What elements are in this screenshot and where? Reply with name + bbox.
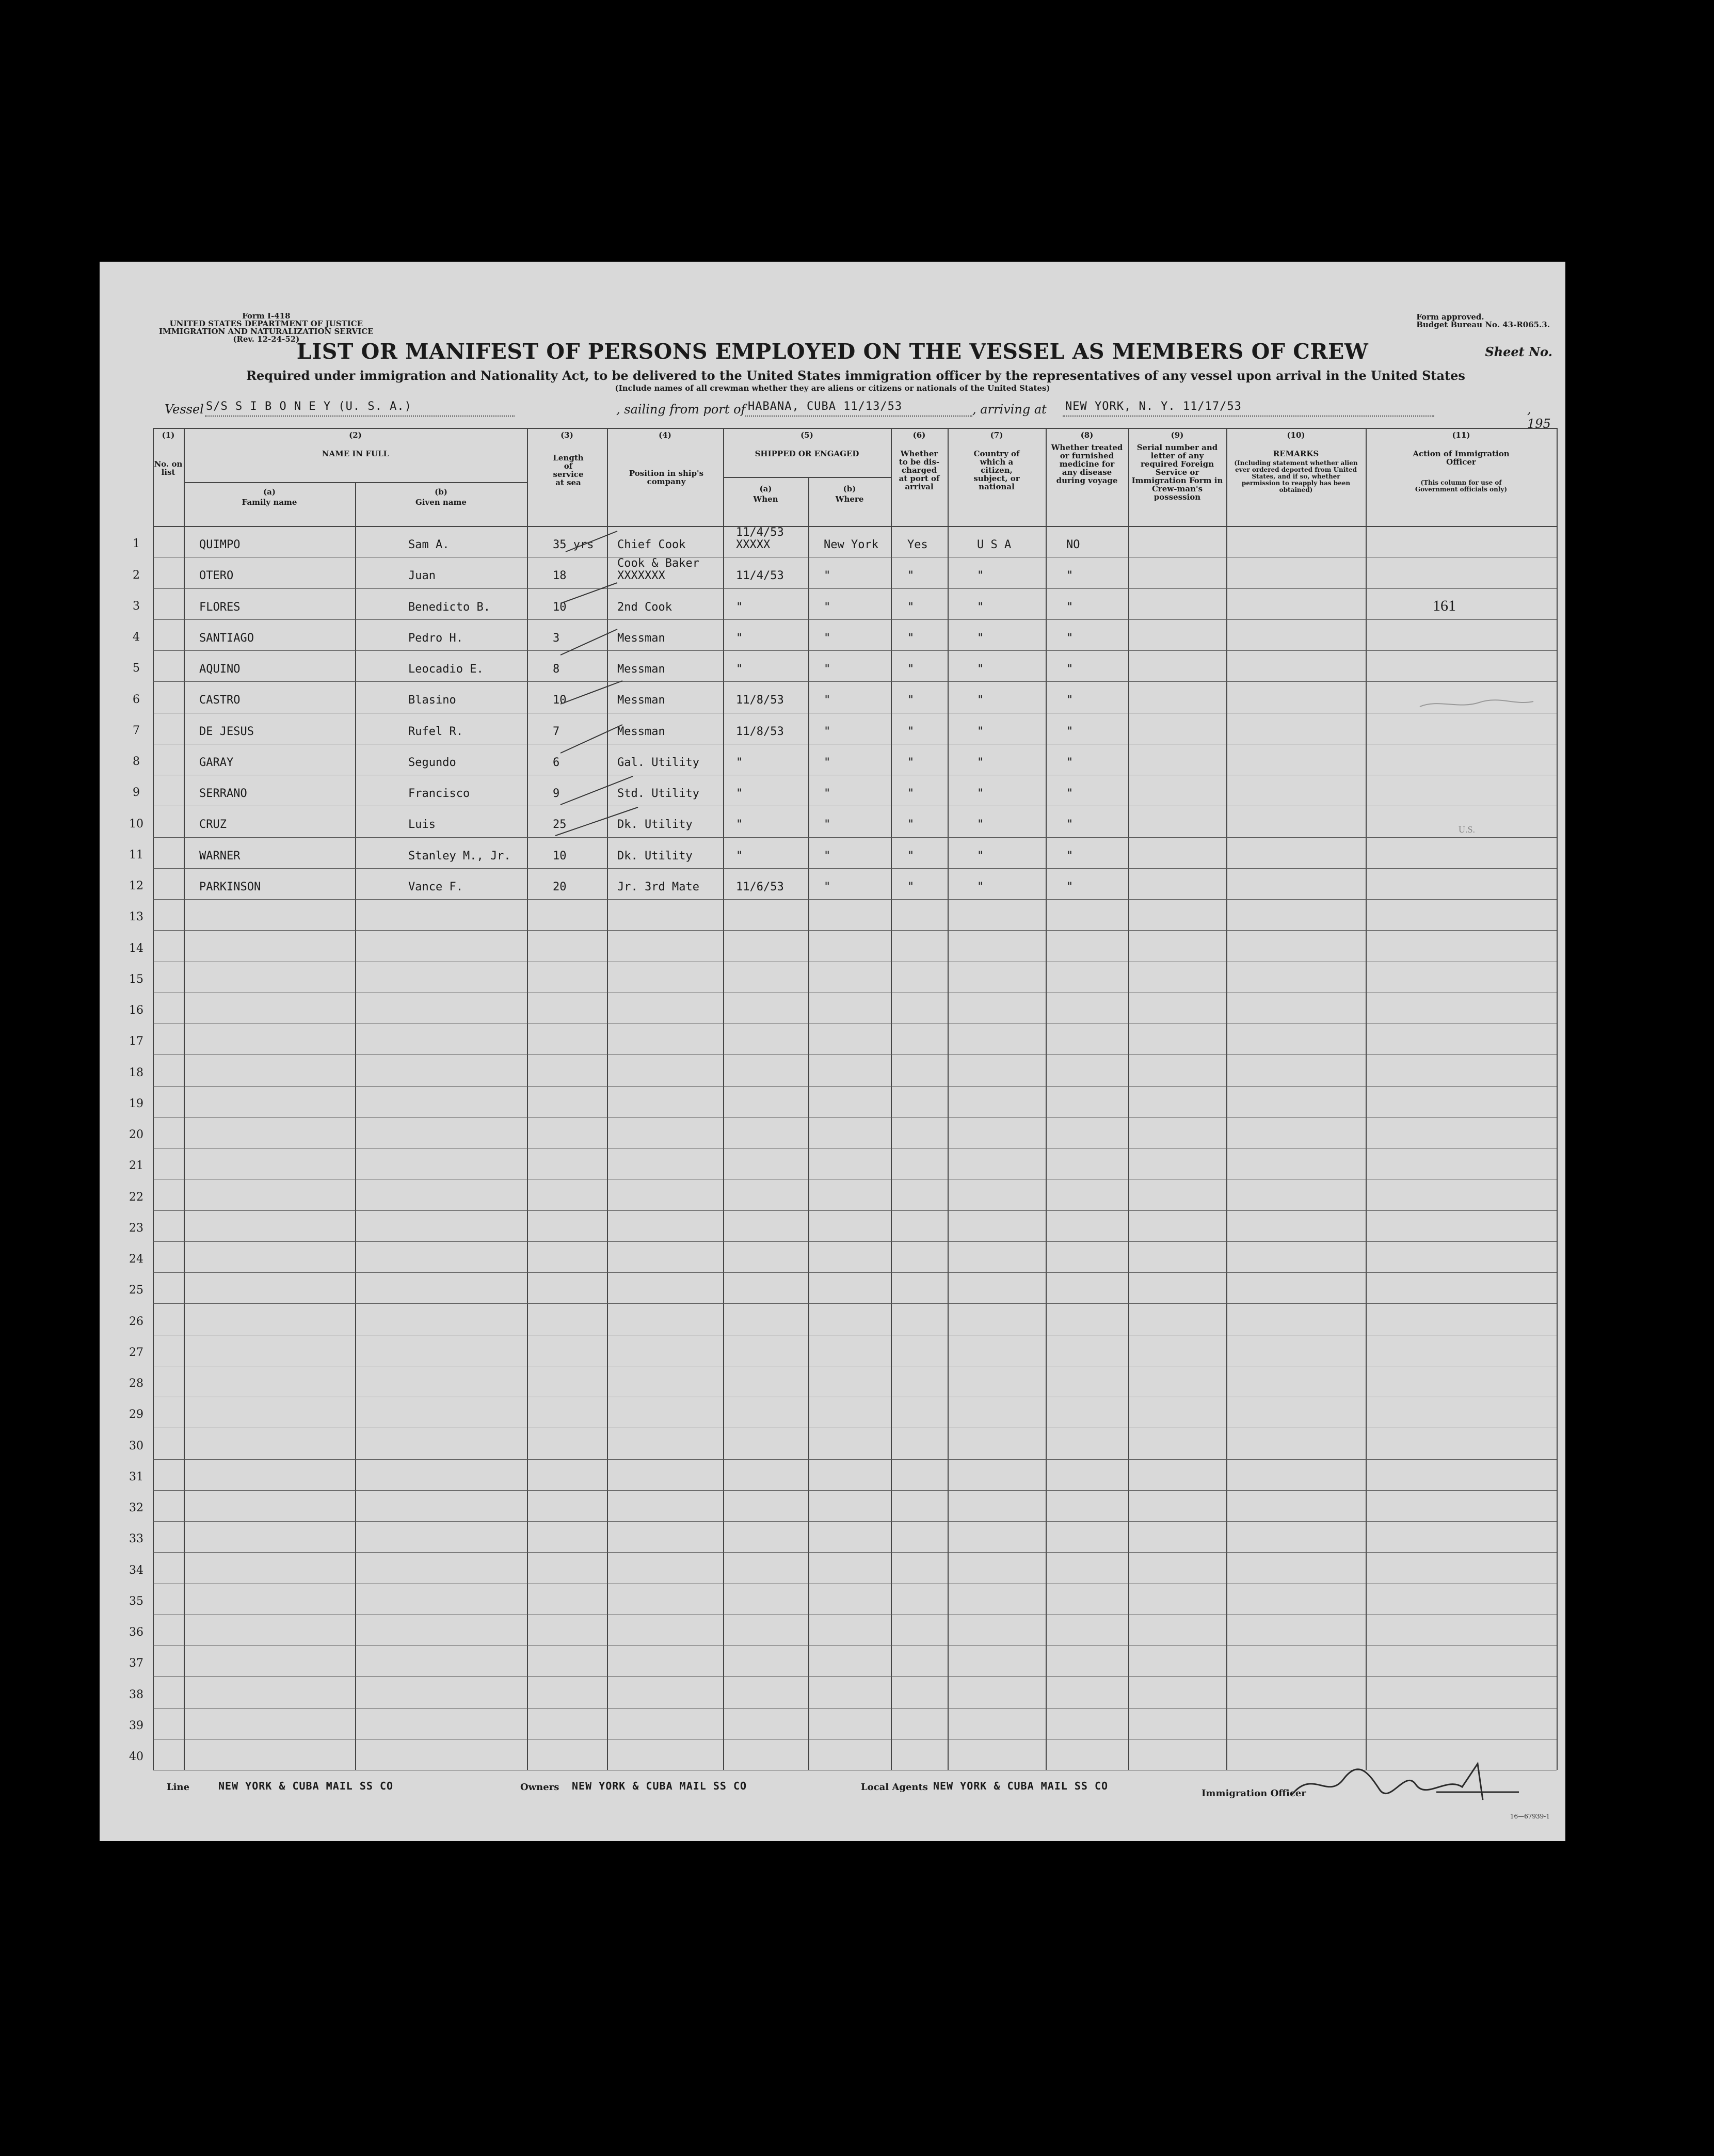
cell-given: Sam A. [408,538,450,551]
cell-disch: " [907,849,915,863]
row-number: 32 [129,1502,143,1514]
cell-given: Stanley M., Jr. [408,849,511,863]
row-number: 27 [129,1346,143,1359]
cell-when: " [736,849,743,863]
header-action-note: (This column for use of Government officials only) [1415,479,1508,493]
cell-disch: " [907,694,915,707]
cell-length: 10 [553,849,567,863]
header-action: Action of Immigration Officer [1413,449,1510,467]
header-position: Position in ship's company [629,469,704,486]
cell-family: CRUZ [199,818,227,832]
footer-line-label: Line [167,1782,190,1793]
cell-when: 11/6/53 [736,880,784,893]
cell-where: " [824,756,831,769]
row-divider [153,1676,1557,1677]
cell-where: " [824,787,831,800]
col-num-6: (6) [912,430,926,440]
cell-length: 18 [553,569,567,583]
vessel-info-row [165,400,1555,431]
footer-line-value: NEW YORK & CUBA MAIL SS CO [218,1780,394,1792]
table-top-border [153,428,1557,429]
cell-where: " [824,694,831,707]
footer-agents [861,1780,1109,1793]
cell-treated: " [1066,694,1074,707]
row-number: 16 [129,1004,143,1017]
cell-when: " [736,600,743,614]
row-number: 38 [129,1688,143,1701]
cell-given: Blasino [408,694,456,707]
form-agency: UNITED STATES DEPARTMENT OF JUSTICE [169,319,363,328]
cell-where: New York [824,538,878,551]
cell-treated: NO [1066,538,1080,551]
cell-length: 6 [553,756,560,769]
cell-disch: " [907,725,915,738]
cell-position: Messman [617,663,665,676]
row-number: 30 [129,1439,143,1452]
column-divider [891,428,892,1770]
action-stamp-number: 161 [1433,597,1456,614]
arriving-port: NEW YORK, N. Y. 11/17/53 [1065,400,1242,413]
col-num-10: (10) [1287,430,1305,440]
cell-country: U S A [977,538,1012,551]
footer-agents-value: NEW YORK & CUBA MAIL SS CO [933,1780,1109,1792]
form-identifier [159,312,374,343]
cell-country: " [977,725,984,738]
col-num-8: (8) [1080,430,1094,440]
row-divider [153,681,1557,682]
row-number: 11 [129,848,143,861]
cell-family: QUIMPO [199,538,241,551]
cell-length: 7 [553,725,560,738]
cell-when: XXXXX [736,538,771,551]
cell-country: " [977,600,984,614]
footer-owners-value: NEW YORK & CUBA MAIL SS CO [572,1780,747,1792]
header-remarks-note: (Including statement whether alien ever ordered deported from United States, and if so, whether permission to reapply has been obtained) [1234,459,1358,493]
header-treated: Whether treated or furnished medicine for any disease during voyage [1051,443,1123,485]
col-num-3: (3) [560,430,573,440]
cell-when: 11/4/53 [736,569,784,583]
cell-position-upper: Cook & Baker [617,557,699,570]
row-divider [153,1459,1557,1460]
cell-country: " [977,818,984,832]
print-code: 16—67939-1 [1510,1813,1550,1820]
cell-given: Francisco [408,787,470,800]
row-divider [153,1303,1557,1304]
cell-length: 10 [553,694,567,707]
row-number: 2 [133,568,140,582]
form-number: Form I-418 [242,311,291,321]
form-revision: (Rev. 12-24-52) [233,334,300,344]
cell-treated: " [1066,787,1074,800]
cell-country: " [977,569,984,583]
row-number: 24 [129,1253,143,1266]
row-number: 33 [129,1532,143,1546]
cell-given: Luis [408,818,436,832]
sailing-port: HABANA, CUBA 11/13/53 [748,400,903,413]
row-number: 25 [129,1284,143,1297]
row-number: 7 [133,724,140,737]
cell-when: " [736,787,743,800]
row-divider [153,930,1557,931]
row-number: 37 [129,1657,143,1670]
row-number: 10 [129,817,143,831]
cell-position: Messman [617,694,665,707]
vessel-underline [205,416,515,417]
row-divider [153,1552,1557,1553]
row-number: 9 [133,786,140,800]
row-number: 23 [129,1221,143,1235]
cell-family: SERRANO [199,787,247,800]
cell-country: " [977,631,984,645]
col-num-1: (1) [162,430,175,440]
budget-bureau-line: Budget Bureau No. 43-R065.3. [1416,320,1550,329]
row-number: 18 [129,1066,143,1079]
cell-country: " [977,787,984,800]
cell-where: " [824,725,831,738]
column-divider [153,428,154,1770]
form-approval [1416,313,1550,329]
row-number: 20 [129,1128,143,1141]
cell-position: Std. Utility [617,787,699,800]
footer-officer-label: Immigration Officer [1202,1788,1306,1799]
cell-disch: " [907,880,915,893]
row-number: 17 [129,1035,143,1048]
row-divider [153,868,1557,869]
row-number: 28 [129,1377,143,1390]
row-number: 35 [129,1594,143,1608]
row-number: 15 [129,972,143,986]
column-divider [1128,428,1129,1770]
cell-treated: " [1066,725,1074,738]
header-shipped-engaged: SHIPPED OR ENGAGED [755,449,859,458]
cell-when: 11/8/53 [736,725,784,738]
col-num-7: (7) [990,430,1003,440]
approval-line: Form approved. [1416,312,1484,322]
cell-family: DE JESUS [199,725,254,738]
row-divider [153,650,1557,651]
header-serial: Serial number and letter of any required Foreign Service or Immigration Form in Crew-man's possession [1131,443,1223,502]
cell-position: Messman [617,631,665,645]
cell-treated: " [1066,880,1074,893]
cell-treated: " [1066,631,1074,645]
year-label: , 195 [1527,402,1551,431]
page-title: LIST OR MANIFEST OF PERSONS EMPLOYED ON THE VESSEL AS MEMBERS OF CREW [296,339,1369,364]
cell-when-upper: 11/4/53 [736,526,784,539]
row-number: 39 [129,1719,143,1732]
cell-where: " [824,849,831,863]
header-given-b: (b) [435,487,447,497]
handwritten-scribble [1417,696,1536,712]
row-number: 29 [129,1408,143,1422]
cell-disch: " [907,600,915,614]
header-name-in-full: NAME IN FULL [322,449,389,458]
cell-treated: " [1066,849,1074,863]
cell-length: 3 [553,631,560,645]
row-number: 6 [133,693,140,706]
cell-given: Rufel R. [408,725,463,738]
header-family-name: Family name [242,498,297,507]
cell-family: WARNER [199,849,241,863]
row-divider [153,1490,1557,1491]
row-number: 31 [129,1470,143,1483]
cell-treated: " [1066,569,1074,583]
header-remarks: REMARKS [1273,449,1319,458]
row-number: 8 [133,755,140,768]
header-discharged: Whether to be dis-charged at port of arrival [899,449,940,491]
cell-family: PARKINSON [199,880,261,893]
shipped-split-line [808,477,809,526]
cell-family: OTERO [199,569,234,583]
cell-when: " [736,756,743,769]
row-number: 13 [129,911,143,924]
column-divider [1366,428,1367,1770]
cell-given: Juan [408,569,436,583]
row-number: 36 [129,1626,143,1639]
cell-given: Pedro H. [408,631,463,645]
shipped-subheader-line [723,477,891,478]
cell-position: Chief Cook [617,538,686,551]
row-number: 5 [133,662,140,675]
vessel-label: Vessel [165,402,204,417]
column-divider [948,428,949,1770]
manifest-sheet [100,262,1565,1841]
row-number: 12 [129,880,143,892]
cell-where: " [824,818,831,832]
cell-family: FLORES [199,600,241,614]
column-divider [723,428,724,1770]
cell-length: 20 [553,880,567,893]
column-divider [1557,428,1558,1770]
cell-when: 11/8/53 [736,694,784,707]
row-number: 34 [129,1563,143,1577]
cell-position: XXXXXXX [617,569,665,583]
col-num-2: (2) [349,430,362,440]
cell-where: " [824,663,831,676]
sheet-number-label: Sheet No. [1485,344,1552,359]
header-family-a: (a) [263,487,276,497]
cell-given: Vance F. [408,880,463,893]
cell-position: Jr. 3rd Mate [617,880,699,893]
sailing-underline [745,416,972,417]
cell-disch: " [907,787,915,800]
cell-position: Dk. Utility [617,849,693,863]
column-divider [355,482,356,1770]
page-subtitle: Required under immigration and Nationality Act, to be delivered to the United States immigration officer by the representatives of any vessel upon arrival in the United States [246,368,1465,383]
header-no-on-list: No. on list [154,459,183,477]
col-num-4: (4) [659,430,671,440]
cell-length: 10 [553,600,567,614]
footer-owners [520,1780,747,1793]
cell-given: Leocadio E. [408,663,484,676]
arriving-underline [1063,416,1434,417]
cell-length: 8 [553,663,560,676]
row-number: 1 [133,537,140,551]
header-where: Where [835,494,864,504]
page-subtitle-note: (Include names of all crewman whether they are aliens or citizens or nationals of the United States) [615,384,1050,393]
cell-family: AQUINO [199,663,241,676]
cell-where: " [824,600,831,614]
cell-given: Benedicto B. [408,600,490,614]
cell-country: " [977,694,984,707]
check-marks-length-column [514,526,648,846]
cell-disch: " [907,756,915,769]
header-when-a: (a) [759,484,772,493]
crew-table [129,428,1557,1775]
cell-disch: " [907,663,915,676]
cell-position: Messman [617,725,665,738]
row-number: 19 [129,1097,143,1110]
row-number: 40 [129,1750,143,1763]
footer-agents-label: Local Agents [861,1782,928,1793]
row-number: 26 [129,1315,143,1328]
col-num-5: (5) [800,430,813,440]
vessel-name: S/S S I B O N E Y (U. S. A.) [206,400,412,413]
row-divider [153,1086,1557,1087]
cell-family: GARAY [199,756,234,769]
sailing-label: , sailing from port of [616,402,746,417]
row-number: 4 [133,631,140,644]
cell-length: 35 yrs [553,538,594,551]
column-divider [1226,428,1227,1770]
cell-family: CASTRO [199,694,241,707]
cell-when: " [736,631,743,645]
row-number: 14 [129,941,143,955]
row-number: 22 [129,1190,143,1204]
cell-disch: " [907,569,915,583]
arriving-label: , arriving at [972,402,1047,417]
row-divider [153,1272,1557,1273]
row-divider [153,837,1557,838]
cell-country: " [977,756,984,769]
cell-where: " [824,569,831,583]
cell-length: 9 [553,787,560,800]
cell-country: " [977,849,984,863]
column-divider [1046,428,1047,1770]
cell-where: " [824,631,831,645]
row-divider [153,899,1557,900]
cell-treated: " [1066,756,1074,769]
column-divider [184,428,185,1770]
col-num-9: (9) [1171,430,1184,440]
cell-disch: " [907,631,915,645]
row-number: 3 [133,599,140,613]
cell-disch: Yes [907,538,928,551]
cell-when: " [736,663,743,676]
row-divider [153,1241,1557,1242]
cell-length: 25 [553,818,567,832]
col-num-11: (11) [1452,430,1470,440]
footer-owners-label: Owners [520,1782,559,1793]
cell-position: 2nd Cook [617,600,672,614]
header-where-b: (b) [843,484,856,493]
officer-signature [1282,1753,1524,1810]
cell-treated: " [1066,663,1074,676]
header-given-name: Given name [415,498,467,507]
row-divider [153,1521,1557,1522]
cell-family: SANTIAGO [199,631,254,645]
action-note-us: U.S. [1459,824,1476,835]
cell-position: Gal. Utility [617,756,699,769]
header-when: When [753,494,778,504]
cell-treated: " [1066,818,1074,832]
cell-where: " [824,880,831,893]
table-header-border [153,526,1557,527]
cell-position: Dk. Utility [617,818,693,832]
row-divider [153,619,1557,620]
cell-country: " [977,880,984,893]
row-divider [153,588,1557,589]
cell-when: " [736,818,743,832]
form-service: IMMIGRATION AND NATURALIZATION SERVICE [159,327,374,336]
cell-country: " [977,663,984,676]
footer-line [167,1780,394,1793]
row-number: 21 [129,1159,143,1173]
header-length-service: Length of service at sea [553,453,584,487]
cell-treated: " [1066,600,1074,614]
row-divider [153,1210,1557,1211]
header-country: Country of which a citizen, subject, or national [973,449,1020,491]
cell-disch: " [907,818,915,832]
cell-given: Segundo [408,756,456,769]
